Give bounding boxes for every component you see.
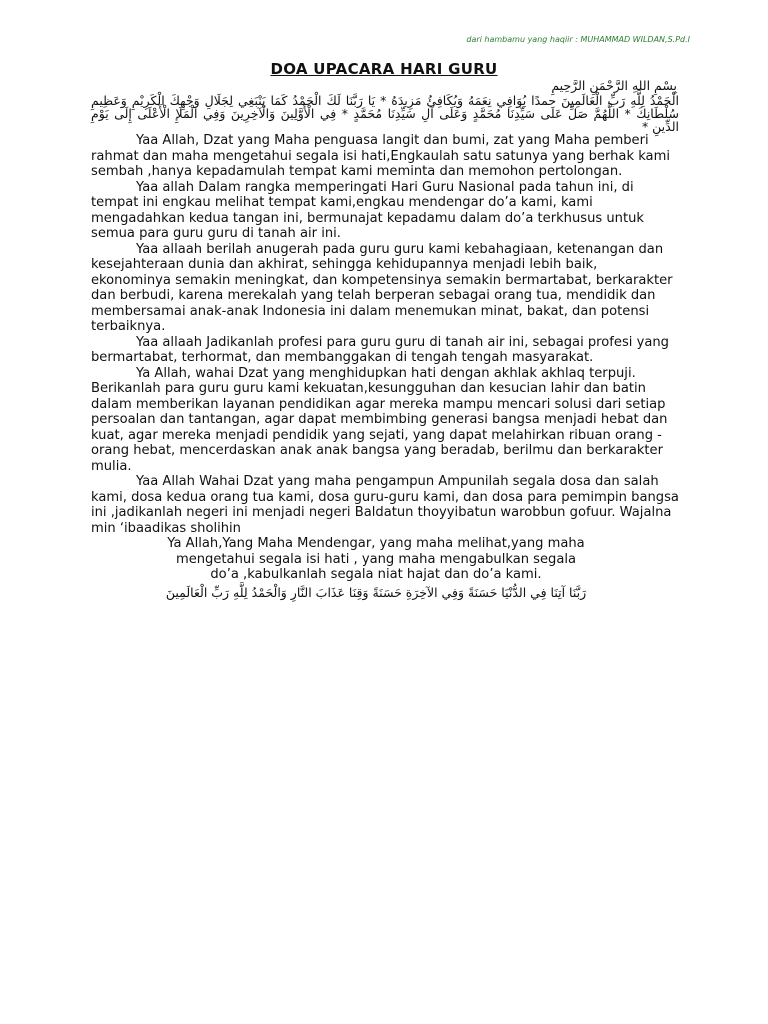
paragraph-4: Yaa allaah Jadikanlah profesi para guru guru di tanah air ini, sebagai profesi yang bermartabat, terhormat, dan membanggakan di tengah tengah masyarakat.	[91, 334, 669, 365]
author-note: dari hambamu yang haqiir : MUHAMMAD WILDAN,S.Pd.I	[466, 35, 690, 44]
opening-arabic-text: الْحَمْدُ لِلَّهِ رَبِّ الْعَالَمِينَ حمدًا يُوَافِي نِعَمَهُ وَيُكَافِئُ مَزِيدَهُ * يَا رَبَّنَا لَكَ الْحَمْدُ كَمَا يَنْبَغِي لِجَلَالِ وَجْهِكَ الْكَرِيْمِ وَعَظِيمِ سُلْطَانِكَ * اللَّهُمَّ صَلِّ عَلَى سَيِّدِنَا مُحَمَّدٍ وَعَلَى آلِ سَيِّدِنَا مُحَمَّدٍ * فِي الْأَوَّلِينَ وَالْآخِرِينَ وَفِي الْمَلَإِ الْأَعْلَى إِلَى يَوْمِ الدِّينِ *	[91, 93, 679, 134]
closing-line-3: do’a ,kabulkanlah segala niat hajat dan do’a kami.	[210, 567, 542, 582]
basmala-text: بِسْمِ اللهِ الرَّحْمَنِ الرَّحِيمِ	[551, 78, 677, 93]
paragraph-3: Yaa allaah berilah anugerah pada guru guru kami kebahagiaan, ketenangan dan kesejahteraan dunia dan akhirat, sehingga kehidupannya menjadi lebih baik, ekonominya semakin meningkat, dan kompetensinya semakin bermartabat, berkarakter dan berbudi, karena merekalah yang telah berperan sebagai orang tua, mendidik dan membersamai anak-anak Indonesia ini dalam menemukan minat, bakat, dan potensi terbaiknya.	[91, 241, 673, 334]
closing-arabic-text: رَبَّنَا آتِنَا فِي الدُّنْيَا حَسَنَةً وَفِي الآخِرَةِ حَسَنَةً وَقِنَا عَذَابَ النَّارِ وَالْحَمْدُ لِلَّهِ رَبِّ الْعَالَمِينَ	[165, 584, 587, 600]
document-body	[91, 78, 679, 599]
paragraph-6: Berikanlah para guru guru kami kekuatan,kesungguhan dan kesucian lahir dan batin dalam memberikan layanan pendidikan agar mereka mampu mencari solusi dari setiap persoalan dan tantangan, agar dapat membimbing generasi bangsa menjadi hebat dan kuat, agar mereka menjadi pendidik yang sejati, yang dapat melahirkan ribuan orang - orang hebat, mencerdaskan anak anak bangsa yang beradab, berilmu dan berkarakter mulia.	[91, 381, 668, 474]
page-title: DOA UPACARA HARI GURU	[270, 60, 498, 78]
paragraph-7: Yaa Allah Wahai Dzat yang maha pengampun Ampunilah segala dosa dan salah kami, dosa kedua orang tua kami, dosa guru-guru kami, dan dosa para pemimpin bangsa ini ,jadikanlah negeri ini menjadi negeri Baldatun thoyyibatun warobbun gofuur. Wajalna min ‘ibaadikas sholihin	[91, 474, 679, 536]
closing-line-2: mengetahui segala isi hati , yang maha mengabulkan segala	[175, 551, 577, 567]
closing-line-1: Ya Allah,Yang Maha Mendengar, yang maha melihat,yang maha	[167, 536, 585, 551]
paragraph-2: Yaa allah Dalam rangka memperingati Hari Guru Nasional pada tahun ini, di tempat ini engkau melihat tempat kami,engkau mendengar do’a kami, kami mengadahkan kedua tangan ini, bermunajat kepadamu dalam do’a terkhusus untuk semua para guru guru di tanah air ini.	[91, 179, 644, 241]
paragraph-1: Yaa Allah, Dzat yang Maha penguasa langit dan bumi, zat yang Maha pemberi rahmat dan maha mengetahui segala isi hati,Engkaulah satu satunya yang berhak kami sembah ,hanya kepadamulah tempat kami meminta dan memohon pertolongan.	[91, 133, 670, 179]
paragraph-5: Ya Allah, wahai Dzat yang menghidupkan hati dengan akhlak akhlaq terpuji.	[136, 365, 636, 381]
